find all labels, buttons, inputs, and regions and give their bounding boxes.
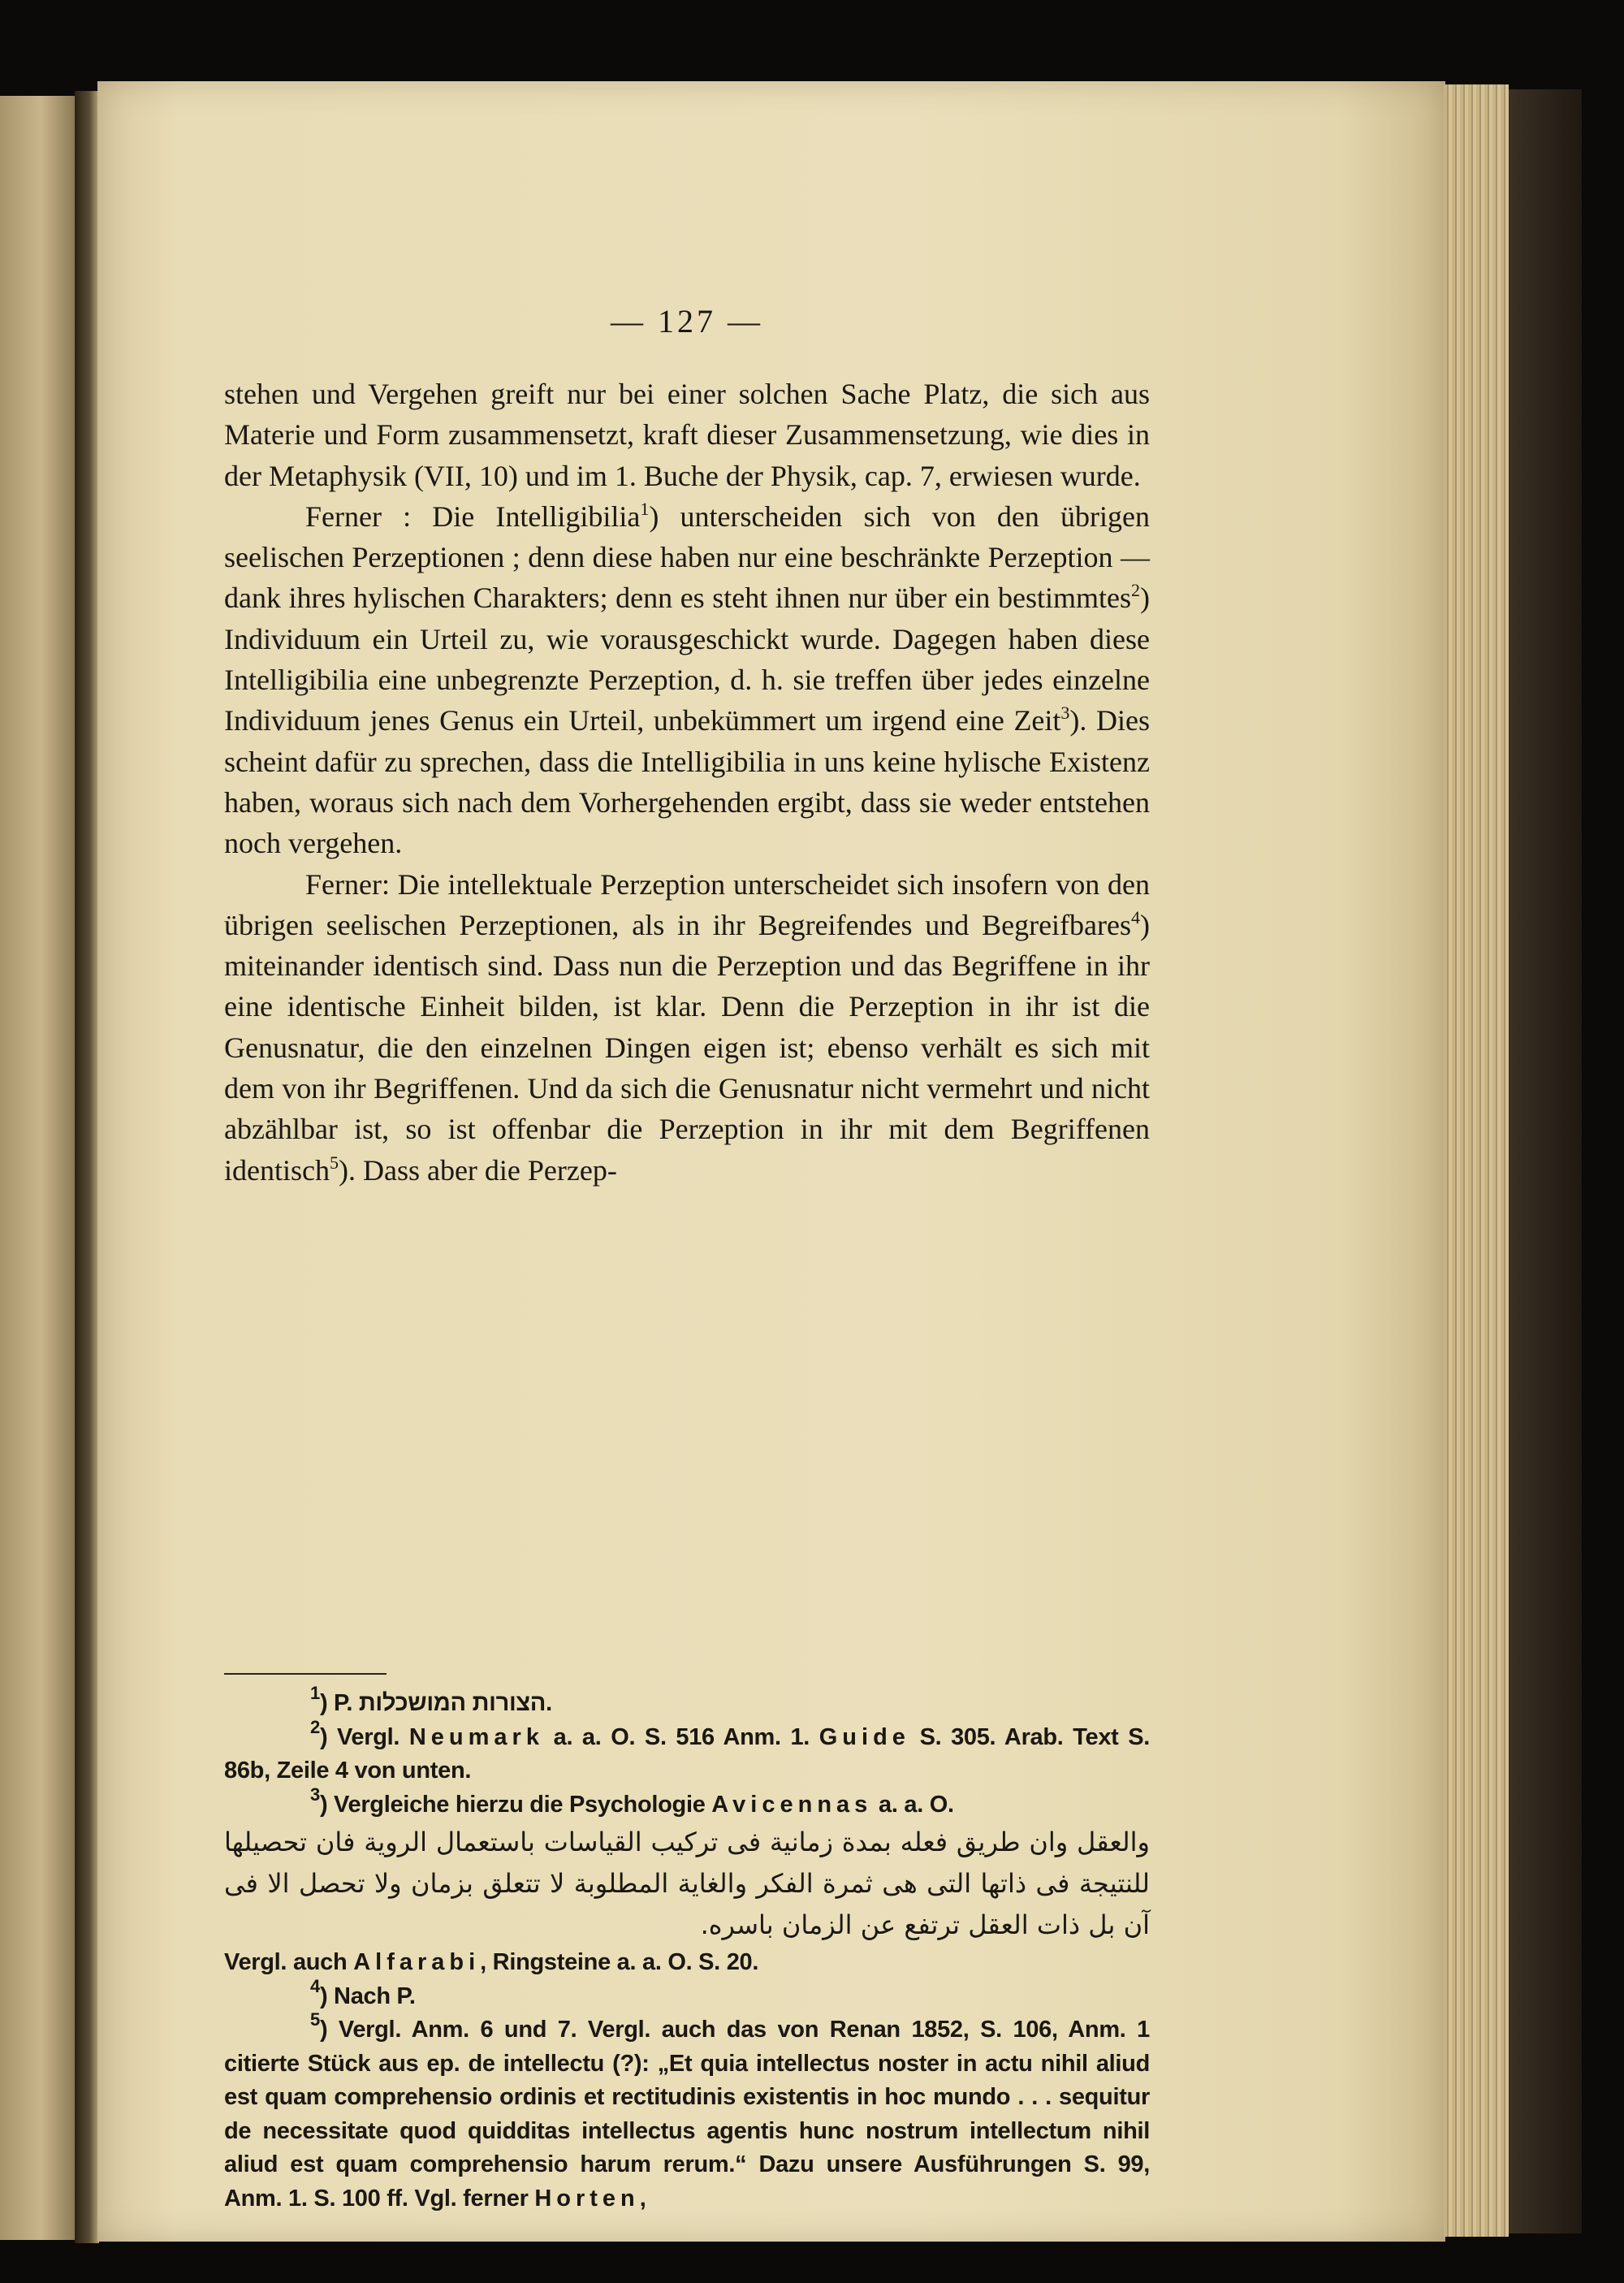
footnote-3-continuation: Vergl. auch Alfarabi, Ringsteine a. a. O. S. 20. — [224, 1949, 759, 1975]
paragraph-1: stehen und Vergehen greift nur bei einer solchen Sache Platz, die sich aus Materie und Form zusammensetzt, kraft dieser Zusammensetzung, wie dies in der Metaphysik (VII, 10) und im 1. Buche der Physik, cap. 7, erwiesen wurde. — [224, 378, 1150, 492]
footnote-5: $^5$) Vergl. Anm. 6 und 7. Vergl. auch das von Renan 1852, S. 106, Anm. 1 citierte Stück aus ep. de intellectu (?): „Et quia intellectus noster in actu nihil aliud est quam comprehensio ordinis et rectitudinis existentis in hoc mundo . . . sequitur de necessitate quod quidditas intellectus agentis hunc nostrum intellectum nihil aliud est quam comprehensio harum rerum.“ Dazu unsere Ausführungen S. 99, Anm. 1. S. 100 ff. Vgl. ferner Horten, — [224, 2009, 1150, 2212]
footnote-ref: 4 — [1131, 906, 1140, 927]
footnote-3: $^3$) Vergleiche hierzu die Psychologie Avicennas a. a. O. — [310, 1784, 954, 1818]
footnote-ref: 1 — [640, 498, 650, 519]
page-number: — 127 — — [611, 303, 763, 339]
footnote-1: $^1$) P. הצורות המושכלות. — [310, 1683, 552, 1716]
footnote-2: $^2$) Vergl. Neumark a. a. O. S. 516 Anm. 1. Guide S. 305. Arab. Text S. 86b, Zeile 4 von unten. — [224, 1716, 1150, 1784]
footnotes — [224, 1683, 1150, 2216]
footnote-4: $^4$) Nach P. — [310, 1975, 416, 2009]
paragraph-2: Ferner : Die Intelligibilia$^1$) unterscheiden sich von den übrigen seelischen Perzeptionen ; denn diese haben nur eine beschränkte Perzeption — dank ihres hylischen Charakters; denn es steht ihnen nur über ein bestimmtes$^2$) Individuum ein Urteil zu, wie vorausgeschickt wurde. Dagegen haben diese Intelligibilia eine unbegrenzte Perzeption, d. h. sie treffen über jedes einzelne Individuum jenes Genus ein Urteil, unbekümmert um irgend eine Zeit$^3$). Dies scheint dafür zu sprechen, dass die Intelligibilia in uns keine hylische Existenz haben, woraus sich nach dem Vorhergehenden ergibt, dass sie weder entstehen noch vergehen. — [224, 498, 1150, 860]
body-text — [224, 374, 1150, 1191]
footnote-ref: 3 — [1060, 703, 1070, 724]
footnote-3-arabic-quote: والعقل وان طريق فعله بمدة زمانية فى تركيب القياسات باستعمال الروية فان تحصيلها للنتيجة فى ذاتها التى هى ثمرة الفكر والغاية المطلوبة لا تتعلق بزمان ولا تحصل الا فى آن بل ذات العقل ترتفع عن الزمان باسره. — [224, 1827, 1150, 1940]
book-gutter — [75, 91, 99, 2243]
paragraph-3: Ferner: Die intellektuale Perzeption unterscheidet sich insofern von den übrigen seelischen Perzeptionen, als in ihr Begreifendes und Begreifbares$^4$) miteinander identisch sind. Dass nun die Perzeption und das Begriffene in ihr eine identische Einheit bilden, ist klar. Denn die Perzeption in ihr ist die Genusnatur, die den einzelnen Dingen eigen ist; ebenso verhält es sich mit dem von ihr Begriffenen. Und da sich die Genusnatur nicht vermehrt und nicht abzählbar ist, so ist offenbar die Perzeption in ihr mit dem Begriffenen identisch$^5$). Dass aber die Perzep- — [224, 867, 1150, 1187]
book-cover-edge — [1509, 89, 1582, 2233]
footnote-rule — [224, 1673, 387, 1675]
footnote-ref: 2 — [1131, 580, 1140, 601]
left-page-edge — [0, 96, 75, 2240]
footnote-ref: 5 — [329, 1152, 339, 1173]
page-edges — [1444, 84, 1509, 2237]
